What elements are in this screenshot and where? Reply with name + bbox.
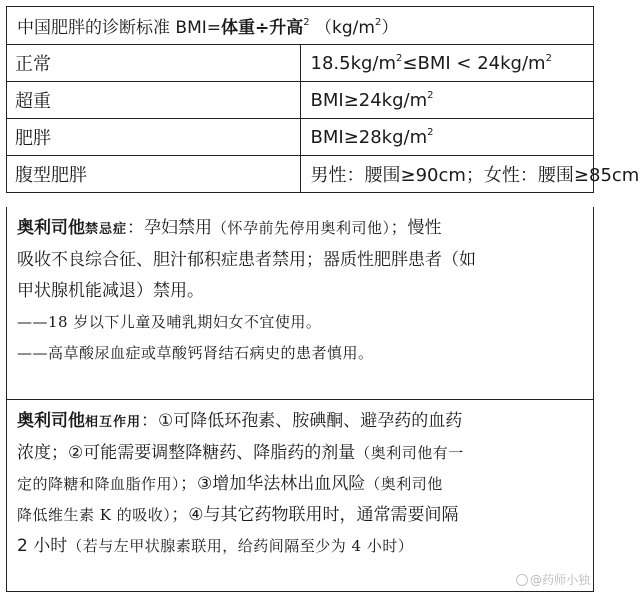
contra-line-1	[17, 213, 583, 245]
watermark-logo-icon	[516, 574, 528, 586]
value-text: BMI≥28kg/m	[310, 126, 428, 148]
text: ；③增加华法林出血风险	[180, 474, 366, 494]
title-weight: 体重÷	[221, 18, 270, 38]
contra-line-4: ——18 岁以下儿童及哺乳期妇女不宜使用。	[17, 313, 322, 331]
text: ：孕妇禁用	[127, 218, 213, 238]
handwritten-note: （奥利司他	[365, 475, 443, 493]
title-superscript: 2	[303, 17, 310, 29]
row-value-abdominal	[300, 156, 639, 193]
interact-line-5	[17, 531, 583, 562]
contraindications-section	[6, 207, 594, 400]
table-row	[7, 156, 594, 193]
row-label-abdominal: 腹型肥胖	[7, 156, 301, 193]
interactions-section	[6, 400, 594, 592]
value-superscript: 2	[427, 126, 434, 138]
drug-name: 奥利司他	[17, 218, 85, 238]
drug-name: 奥利司他	[17, 411, 85, 431]
handwritten-note: 定的降糖和降血脂作用）	[17, 475, 181, 493]
text: ：①可降低环孢素、胺碘酮、避孕药的血药	[141, 411, 463, 431]
contra-line-2: 吸收不良综合征、胆汁郁积症患者禁用；器质性肥胖患者（如	[17, 250, 476, 270]
value-superscript: 2	[427, 89, 434, 101]
title-prefix: 中国肥胖的诊断标准 BMI=	[17, 18, 221, 38]
row-value-normal	[300, 45, 594, 82]
contra-line-5: ——高草酸尿血症或草酸钙肾结石病史的患者慎用。	[17, 344, 374, 362]
value-superscript: 2	[545, 52, 552, 64]
title-height: 升高	[269, 18, 304, 38]
section-tag: 相互作用	[85, 415, 142, 430]
row-value-overweight	[300, 82, 594, 119]
handwritten-note: （若与左甲状腺素联用，给药间隔至少为 4 小时）	[67, 537, 414, 555]
row-value-obese	[300, 119, 594, 156]
value-text: ≤BMI < 24kg/m	[402, 52, 546, 74]
interact-line-2	[17, 438, 583, 469]
title-unit: （kg/m	[315, 18, 375, 38]
text: 2 小时	[17, 536, 68, 556]
table-row	[7, 119, 594, 156]
bmi-standard-table	[6, 6, 639, 193]
value-superscript: 2	[396, 52, 403, 64]
handwritten-note: （怀孕前先停用奥利司他）	[212, 219, 391, 237]
text: ；慢性	[390, 218, 442, 238]
title-unit-superscript: 2	[374, 17, 382, 29]
row-label-normal: 正常	[7, 45, 301, 82]
handwritten-note: （奥利司他有一	[355, 444, 464, 462]
table-row	[7, 82, 594, 119]
value-text: BMI≥24kg/m	[310, 89, 428, 111]
table-title	[7, 7, 594, 45]
handwritten-note: 降低维生素 K 的吸收）	[17, 506, 172, 524]
watermark	[516, 571, 590, 588]
interact-line-3	[17, 469, 583, 500]
interact-line-1	[17, 406, 583, 438]
watermark-text: @药师小独	[529, 573, 590, 587]
value-text: 男性：腰围≥90cm；女性：腰围≥85cm	[310, 165, 639, 186]
row-label-overweight: 超重	[7, 82, 301, 119]
section-tag: 禁忌症	[85, 222, 128, 237]
table-row	[7, 45, 594, 82]
text: ；④与其它药物联用时，通常需要间隔	[171, 505, 459, 525]
contra-line-3: 甲状腺机能减退）禁用。	[17, 281, 204, 301]
value-text: 18.5kg/m	[310, 52, 397, 74]
text: 浓度；②可能需要调整降糖药、降脂药的剂量	[17, 443, 356, 463]
interact-line-4	[17, 500, 583, 531]
row-label-obese: 肥胖	[7, 119, 301, 156]
title-unit-close: ）	[381, 18, 399, 38]
